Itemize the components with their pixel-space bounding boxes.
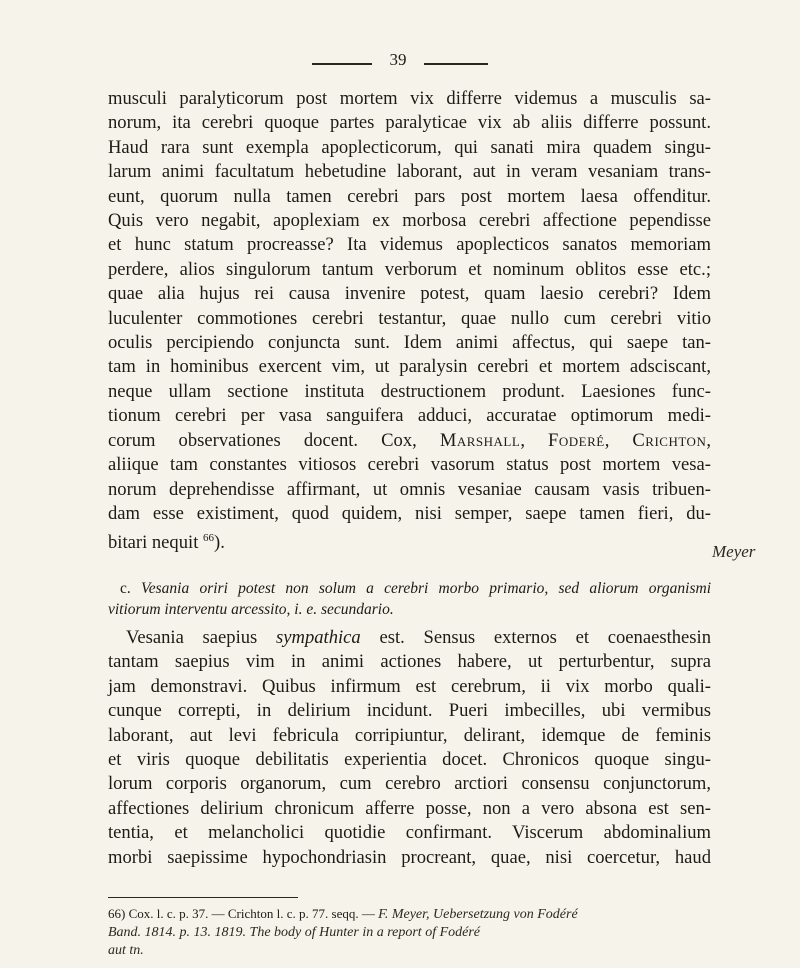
text-line: eunt, quorum nulla tamen cerebri pars post mortem laesa offenditur. bbox=[108, 185, 711, 207]
heading-line bbox=[108, 578, 711, 599]
page-header bbox=[0, 50, 800, 78]
text-segment: , bbox=[706, 429, 711, 451]
main-paragraph bbox=[108, 87, 711, 556]
text-line: lorum corporis organorum, cum cerebro arctiori consensu conjunctorum, bbox=[108, 773, 711, 795]
text-line: quae alia hujus rei causa invenire potest, quam laesio cerebri? Idem bbox=[108, 283, 711, 305]
footnote bbox=[108, 905, 748, 960]
text-line: perdere, alios singulorum tantum verborum et nominum oblitos esse etc.; bbox=[108, 258, 711, 280]
text-line: et viris quoque debilitatis experientia docet. Chronicos quoque singu- bbox=[108, 749, 711, 771]
text-line: laborant, aut levi febricula corripiuntur, delirant, idemque de feminis bbox=[108, 724, 711, 746]
text-line: dam esse existiment, quod quidem, nisi semper, saepe tamen fieri, du- bbox=[108, 502, 711, 524]
footnote-handwritten: aut tn. bbox=[108, 943, 144, 958]
text-line: affectiones delirium chronicum afferre posse, non a vero absona est sen- bbox=[108, 797, 711, 819]
text-line: norum, ita cerebri quoque partes paralyticae vix ab aliis differre possunt. bbox=[108, 112, 711, 134]
text-line: Haud rara sunt exempla apoplecticorum, qui sanati mira quadem singu- bbox=[108, 136, 711, 158]
footnote-handwritten: Band. 1814. p. 13. 1819. The body of Hunter in a report of Fodéré bbox=[108, 925, 481, 940]
section-label: c. bbox=[120, 580, 131, 597]
second-paragraph bbox=[108, 626, 711, 870]
text-segment: Vesania oriri potest non solum a cerebri morbo primario, sed aliorum organismi bbox=[141, 580, 712, 597]
header-rule-left bbox=[312, 63, 372, 65]
text-line: norum deprehendisse affirmant, ut omnis vesaniae causam vasis tribuen- bbox=[108, 478, 711, 500]
text-line: musculi paralyticorum post mortem vix differre videmus a musculis sa- bbox=[108, 88, 711, 109]
section-c-heading bbox=[108, 578, 711, 620]
text-line bbox=[108, 626, 711, 650]
italic-term: sympathica bbox=[276, 627, 361, 648]
text-line: et hunc statum procreasse? Ita videmus apoplecticos sanatos memoriam bbox=[108, 234, 711, 256]
text-segment: , bbox=[520, 429, 549, 451]
margin-handwritten-note: Meyer bbox=[712, 542, 756, 561]
text-segment: , bbox=[604, 429, 633, 451]
footnote-rule bbox=[108, 897, 298, 898]
text-line: Quis vero negabit, apoplexiam ex morbosa cerebri affectione pependisse bbox=[108, 210, 711, 232]
text-line: neque ullam sectione instituta destructionem produnt. Laesiones func- bbox=[108, 380, 711, 402]
author-marshall: Marshall bbox=[439, 429, 521, 451]
text-line: cunque correpti, in delirium incidunt. Pueri imbecilles, ubi vermibus bbox=[108, 700, 711, 722]
author-fodere: Foderé bbox=[548, 429, 605, 451]
text-line: tantam saepius vim in animi actiones habere, ut perturbentur, supra bbox=[108, 651, 711, 673]
text-segment: bitari nequit bbox=[108, 532, 204, 554]
page-number: 39 bbox=[389, 50, 407, 69]
footnote-line bbox=[108, 905, 748, 924]
text-line: tionum cerebri per vasa sanguifera adduci, accuratae optimorum medi- bbox=[108, 405, 711, 427]
footnote-printed: 66) Cox. l. c. p. 37. — Crichton l. c. p. 77. seqq. — bbox=[108, 906, 375, 921]
text-line: aliique tam constantes vitiosos cerebri vasorum status post mortem vesa- bbox=[108, 454, 711, 476]
heading-line: vitiorum interventu arcessito, i. e. secundario. bbox=[108, 601, 394, 618]
text-line: tentia, et melancholici quotidie confirmant. Viscerum abdominalium bbox=[108, 822, 711, 844]
footnote-handwritten: F. Meyer, Uebersetzung von Fodéré bbox=[378, 907, 578, 922]
text-line: oculis percipiendo conjuncta sunt. Idem animi affectus, qui saepe tan- bbox=[108, 332, 711, 354]
text-segment: corum observationes docent. Cox, bbox=[108, 429, 440, 451]
text-segment: est. Sensus externos et coenaesthesin bbox=[360, 627, 712, 648]
text-line: luculenter commotiones cerebri testantur, quae nullo cum cerebri vitio bbox=[108, 307, 711, 329]
text-line: morbi saepissime hypochondriasin procreant, quae, nisi coercetur, haud bbox=[108, 846, 711, 868]
text-line bbox=[108, 526, 711, 556]
text-line: larum animi facultatum hebetudine laborant, aut in veram vesaniam trans- bbox=[108, 161, 711, 183]
text-line: jam demonstravi. Quibus infirmum est cerebrum, ii vix morbo quali- bbox=[108, 675, 711, 697]
text-segment: Vesania saepius bbox=[126, 627, 277, 648]
text-segment: ). bbox=[214, 532, 225, 554]
footnote-ref: 66 bbox=[203, 532, 215, 545]
author-crichton: Crichton bbox=[632, 429, 707, 451]
header-rule-right bbox=[424, 63, 488, 65]
text-line: tam in hominibus exercent vim, ut paralysin cerebri et mortem adsciscant, bbox=[108, 356, 711, 378]
text-line-authors bbox=[108, 429, 711, 453]
